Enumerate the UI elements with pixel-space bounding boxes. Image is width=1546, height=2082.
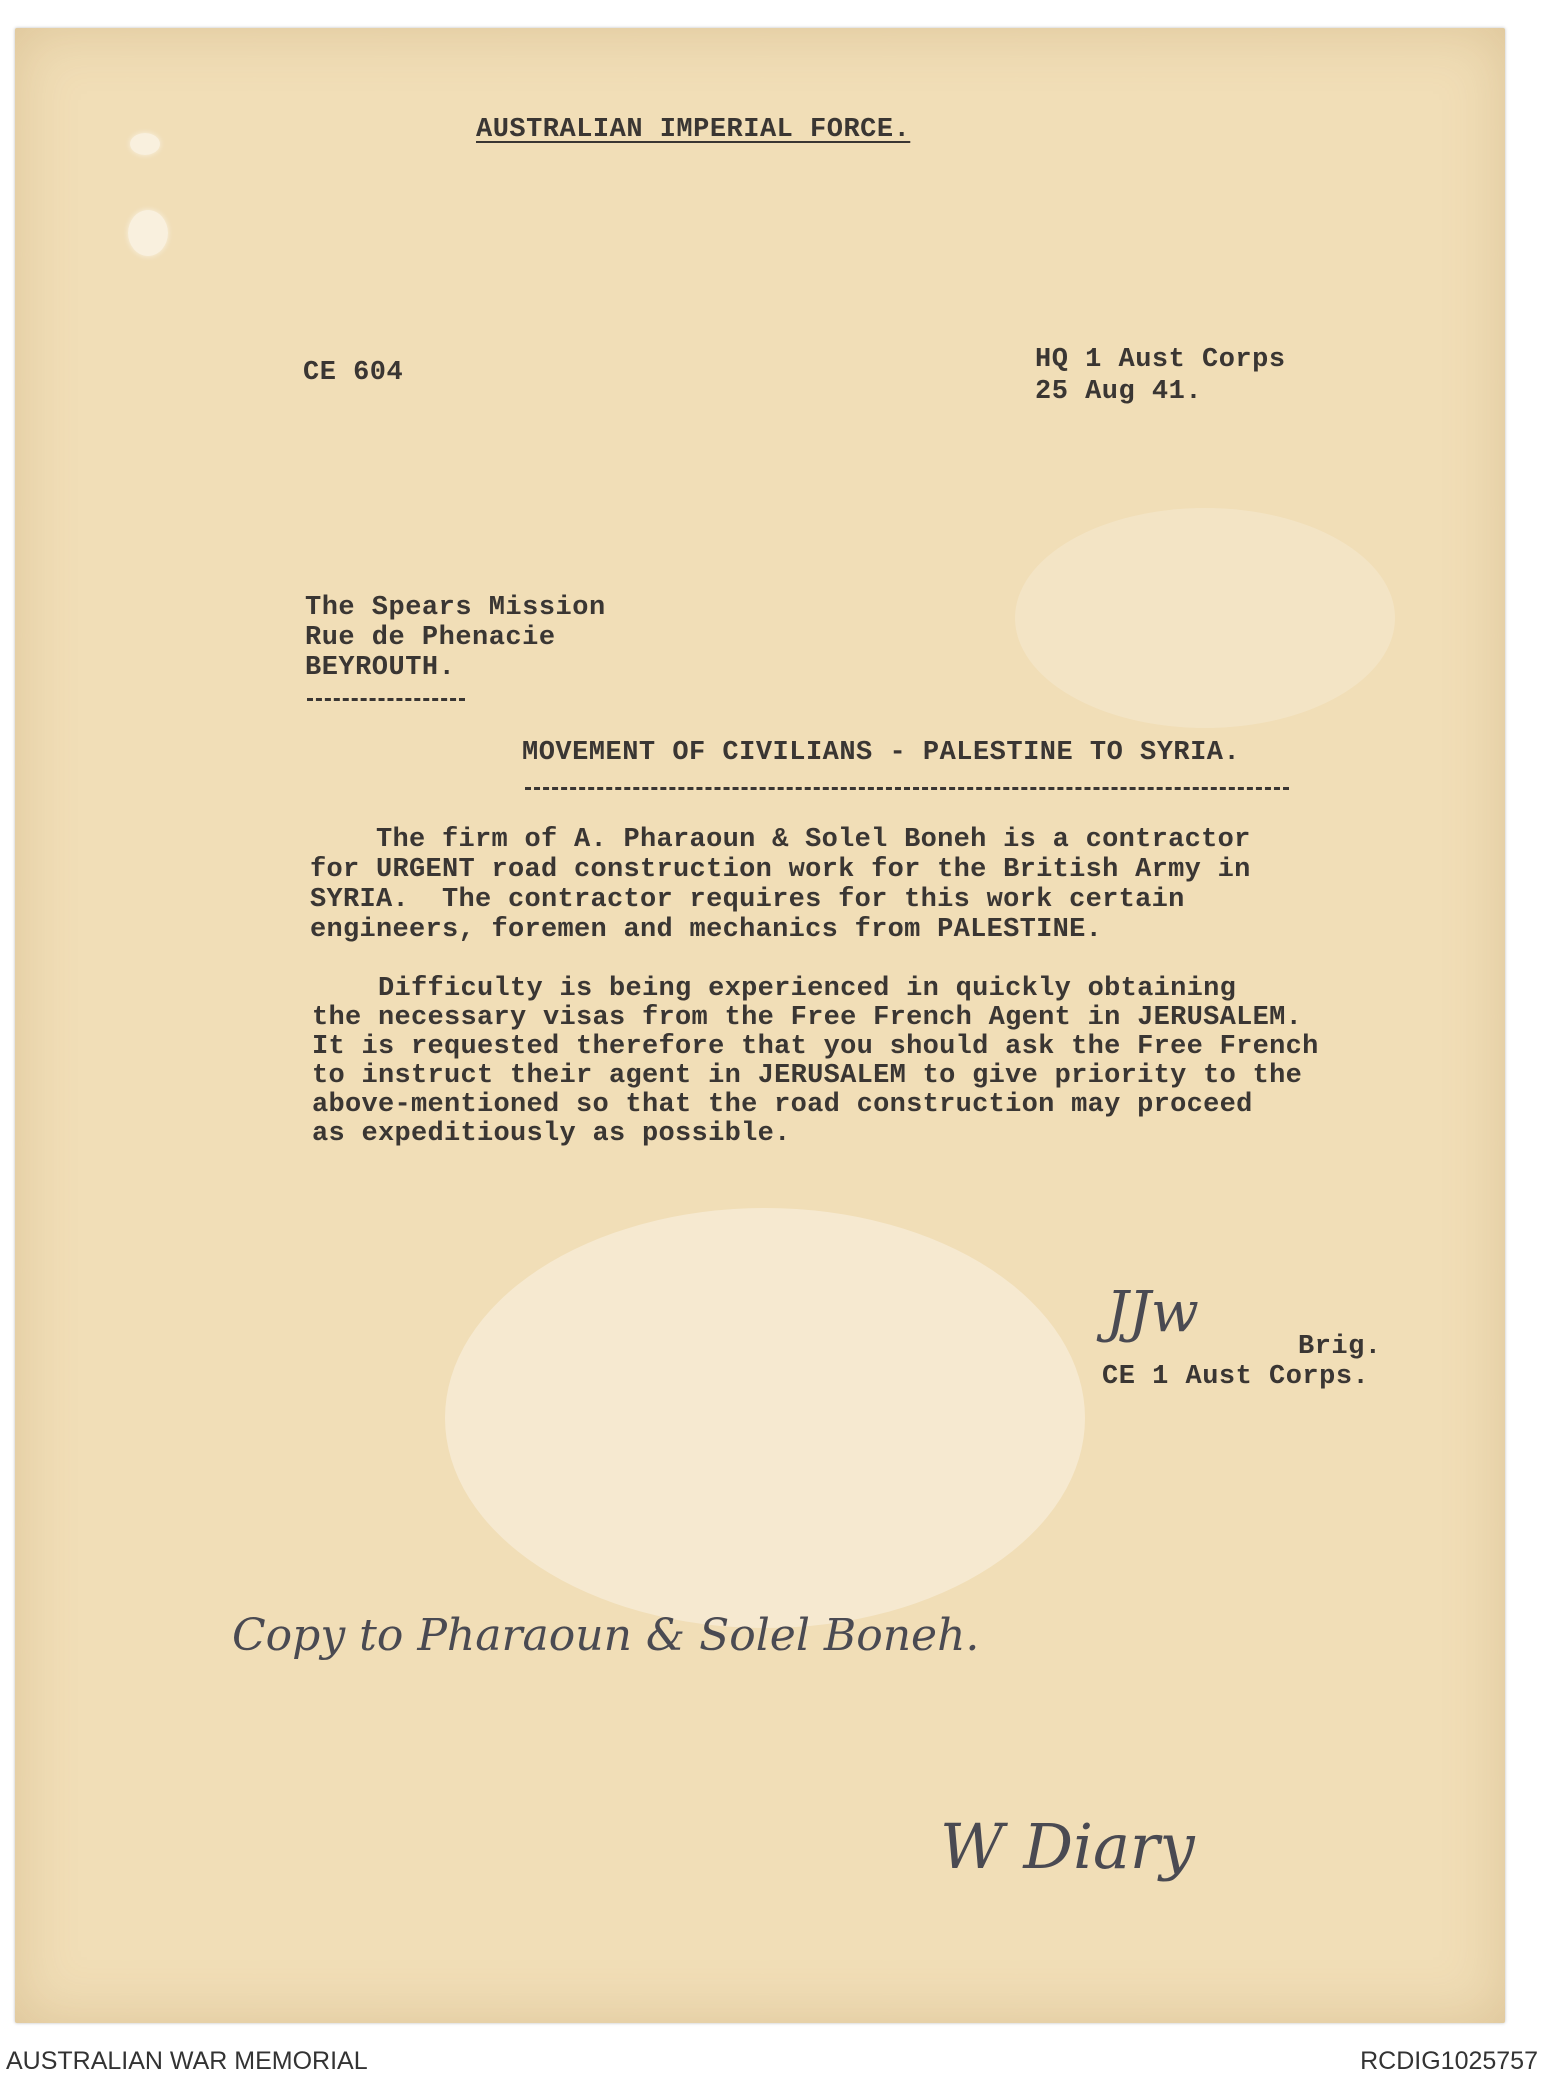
addressee-line: BEYROUTH.	[305, 653, 456, 683]
signature-rank: Brig.	[1298, 1332, 1382, 1362]
paragraph-line: SYRIA. The contractor requires for this work certain	[310, 885, 1185, 915]
paragraph-line: It is requested therefore that you should ask the Free French	[312, 1032, 1319, 1062]
signature-title: CE 1 Aust Corps.	[1102, 1362, 1370, 1392]
addressee-rule	[307, 698, 465, 701]
paragraph-line: the necessary visas from the Free French Agent in JERUSALEM.	[312, 1003, 1303, 1033]
paragraph-line: as expeditiously as possible.	[312, 1119, 791, 1149]
paragraph-line: engineers, foremen and mechanics from PALESTINE.	[310, 915, 1103, 945]
paragraph-line: above-mentioned so that the road construction may proceed	[312, 1090, 1253, 1120]
subject-line: MOVEMENT OF CIVILIANS - PALESTINE TO SYRIA.	[522, 738, 1241, 768]
paper-stain	[1015, 508, 1395, 728]
subject-rule	[525, 787, 1289, 790]
handwritten-note: Copy to Pharaoun & Solel Boneh.	[232, 1610, 980, 1661]
paragraph-line: for URGENT road construction work for the British Army in	[310, 855, 1251, 885]
punch-hole-mark	[128, 210, 168, 256]
document-header: AUSTRALIAN IMPERIAL FORCE.	[476, 115, 911, 145]
paragraph-line: to instruct their agent in JERUSALEM to give priority to the	[312, 1061, 1303, 1091]
addressee-line: The Spears Mission	[305, 593, 606, 623]
punch-hole-mark	[130, 133, 160, 155]
letter-date: 25 Aug 41.	[1035, 377, 1203, 407]
signature-initials: JJw	[1106, 1280, 1199, 1345]
handwritten-signature: W Diary	[940, 1810, 1195, 1883]
archive-id: RCDIG1025757	[1360, 2047, 1538, 2075]
reference-number: CE 604	[303, 358, 404, 388]
paragraph-line: Difficulty is being experienced in quickly obtaining	[312, 974, 1237, 1004]
addressee-line: Rue de Phenacie	[305, 623, 556, 653]
paper-stain	[445, 1208, 1085, 1628]
paragraph-line: The firm of A. Pharaoun & Solel Boneh is a contractor	[310, 825, 1251, 855]
archive-credit: AUSTRALIAN WAR MEMORIAL	[6, 2047, 368, 2075]
from-unit: HQ 1 Aust Corps	[1035, 345, 1286, 375]
